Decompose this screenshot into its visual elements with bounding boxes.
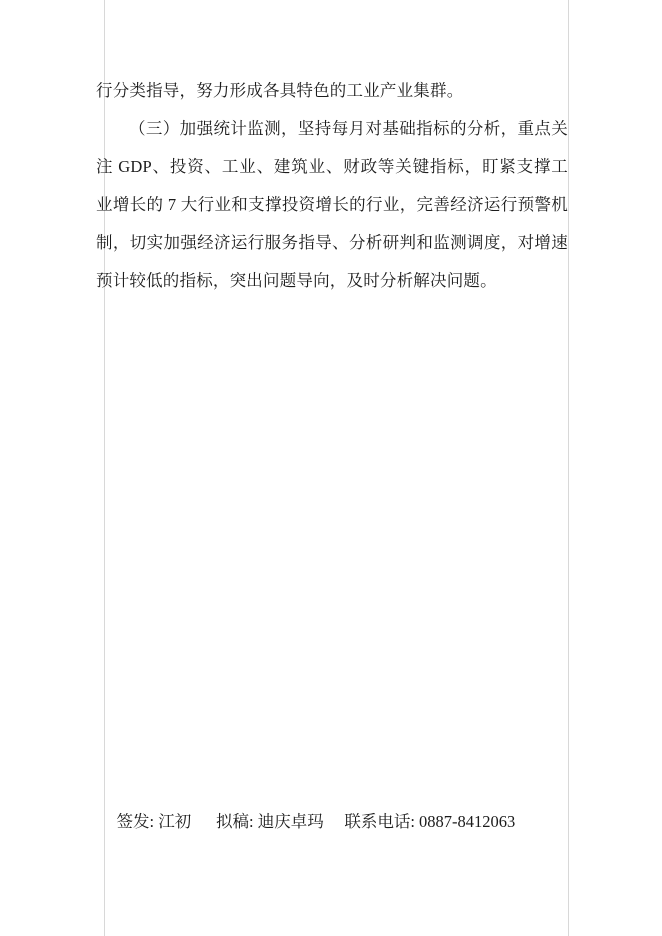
drafter-value: 迪庆卓玛 xyxy=(257,812,324,831)
paragraph-item-three: （三）加强统计监测，坚持每月对基础指标的分析，重点关注 GDP、投资、工业、建筑业、财政等关键指标，盯紧支撑工业增长的 7 大行业和支撑投资增长的行业，完善经济运行预警机制，切实加强经济运行服务指导、分析研判和监测调度，对增速预计较低的指标，突出问题导向，及时分析解决问题。 xyxy=(96,119,568,290)
phone-label: 联系电话: xyxy=(344,812,415,831)
issuer-value: 江初 xyxy=(158,812,192,831)
drafter-label: 拟稿: xyxy=(215,812,254,831)
phone-value: 0887-8412063 xyxy=(419,812,516,831)
paragraph-continuation: 行分类指导，努力形成各具特色的工业产业集群。 xyxy=(96,81,464,100)
signoff-line xyxy=(100,780,570,864)
document-body xyxy=(96,72,568,300)
issuer-label: 签发: xyxy=(116,812,155,831)
